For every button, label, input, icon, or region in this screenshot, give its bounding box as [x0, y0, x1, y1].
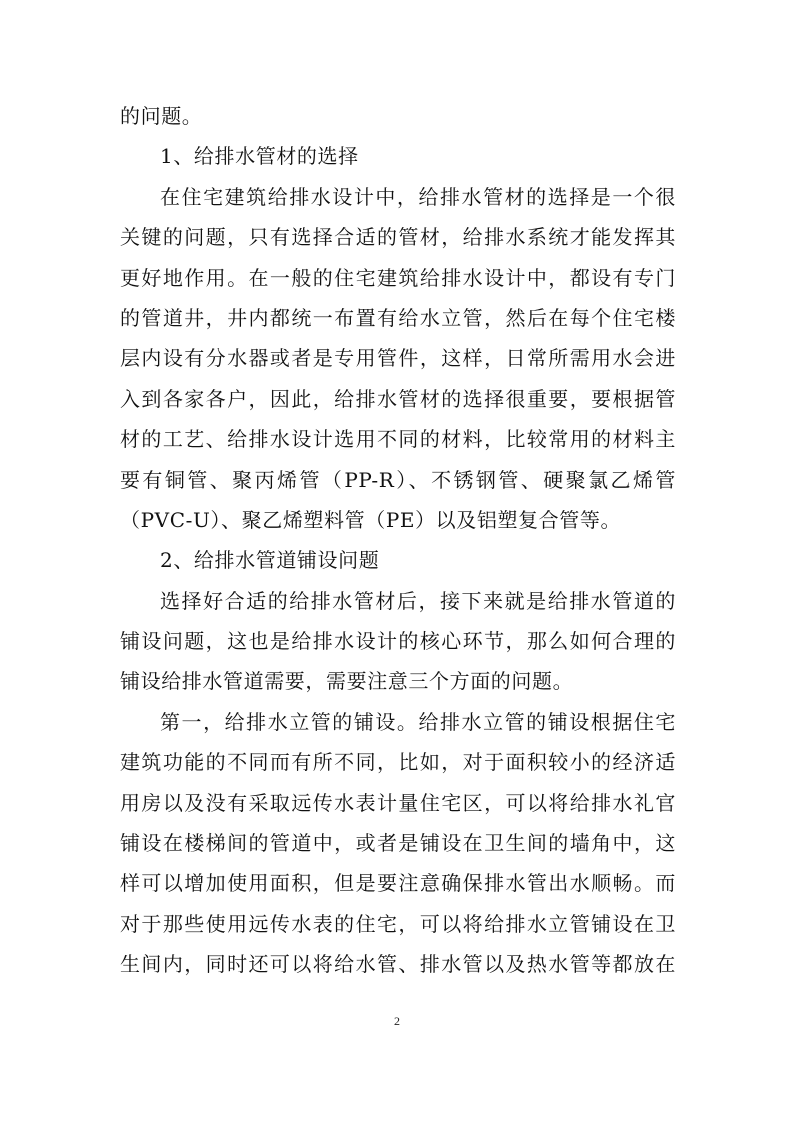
- text-line: 层内设有分水器或者是专用管件，这样，日常所需用水会进: [120, 346, 676, 371]
- text-line: 在住宅建筑给排水设计中，给排水管材的选择是一个很: [160, 184, 676, 209]
- text-line: 用房以及没有采取远传水表计量住宅区，可以将给排水礼官: [120, 790, 676, 815]
- text-line: 关键的问题，只有选择合适的管材，给排水系统才能发挥其: [120, 225, 676, 250]
- text-line: 对于那些使用远传水表的住宅，可以将给排水立管铺设在卫: [120, 911, 676, 936]
- text-line: 铺设给排水管道需要，需要注意三个方面的问题。: [120, 669, 574, 694]
- text-line: 要有铜管、聚丙烯管（PP-R）、不锈钢管、硬聚氯乙烯管: [120, 467, 676, 492]
- text-line: 更好地作用。在一般的住宅建筑给排水设计中，都设有专门: [120, 265, 676, 290]
- section-heading: 2、给排水管道铺设问题: [160, 548, 380, 573]
- text-line: 的管道井，井内都统一布置有给水立管，然后在每个住宅楼: [120, 305, 676, 330]
- document-body: [120, 96, 676, 985]
- text-line: 铺设问题，这也是给排水设计的核心环节，那么如何合理的: [120, 629, 676, 654]
- text-line: 材的工艺、给排水设计选用不同的材料，比较常用的材料主: [120, 427, 676, 452]
- text-line: 入到各家各户，因此，给排水管材的选择很重要，要根据管: [120, 386, 676, 411]
- text-line: 选择好合适的给排水管材后，接下来就是给排水管道的: [160, 588, 676, 613]
- text-line: 的问题。: [120, 104, 203, 128]
- text-line: 样可以增加使用面积，但是要注意确保排水管出水顺畅。而: [120, 871, 676, 896]
- text-line: 生间内，同时还可以将给水管、排水管以及热水管等都放在: [120, 952, 676, 977]
- text-line: 建筑功能的不同而有所不同，比如，对于面积较小的经济适: [120, 750, 676, 775]
- text-line: （PVC-U）、聚乙烯塑料管（PE）以及铝塑复合管等。: [120, 507, 622, 532]
- text-line: 第一，给排水立管的铺设。给排水立管的铺设根据住宅: [160, 709, 676, 734]
- text-line: 铺设在楼梯间的管道中，或者是铺设在卫生间的墙角中，这: [120, 831, 676, 856]
- page-number: 2: [394, 1014, 400, 1028]
- section-heading: 1、给排水管材的选择: [160, 144, 359, 169]
